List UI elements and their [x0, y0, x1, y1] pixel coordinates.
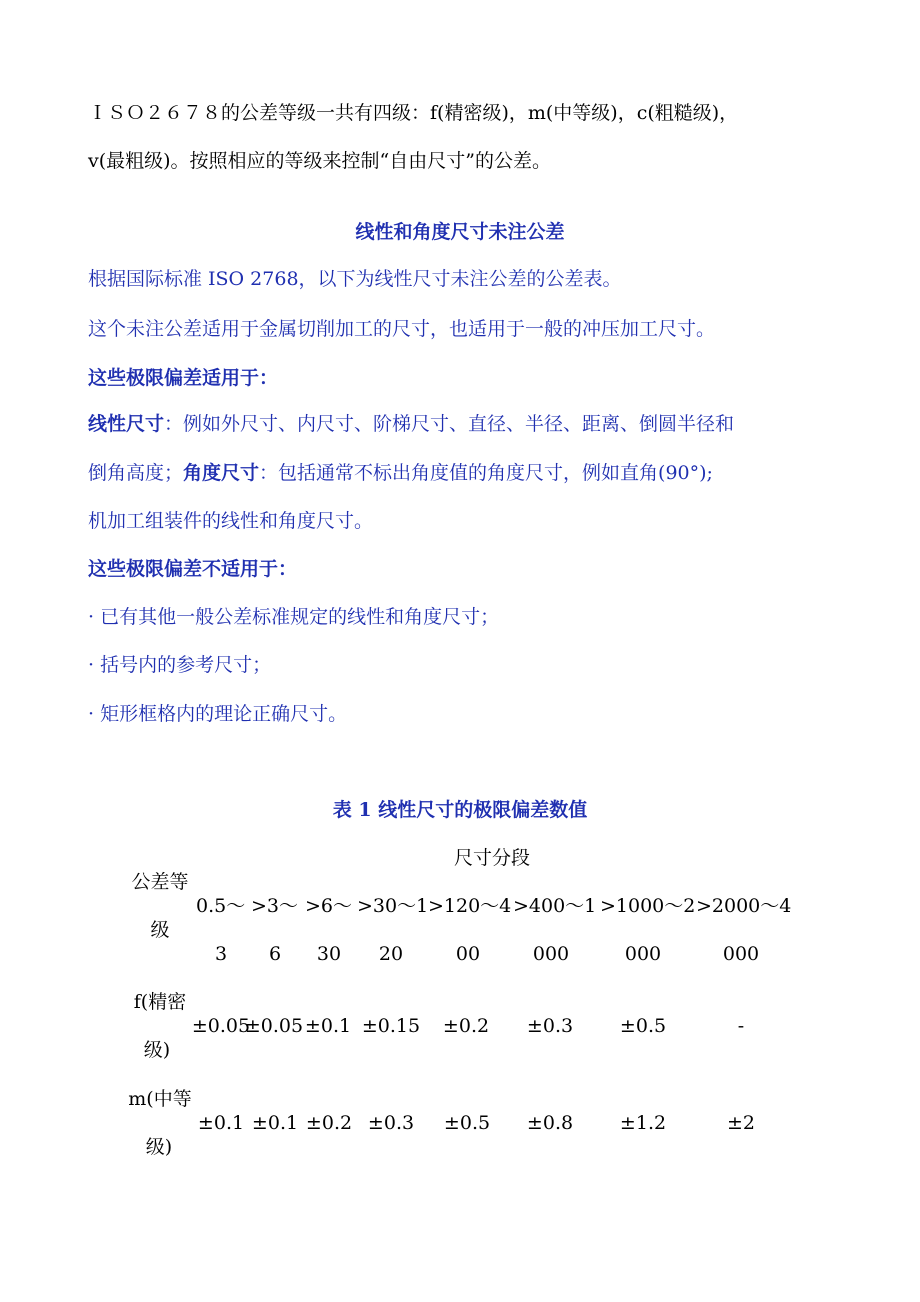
table-cell: ±0.1 [304, 1015, 352, 1037]
not-applies-item: · 括号内的参考尺寸； [88, 654, 272, 676]
table-cell: - [737, 1015, 745, 1037]
range-header-bottom: 6 [268, 943, 282, 965]
range-header-top: >400～1 [513, 895, 597, 917]
table-cell: ±2 [726, 1112, 756, 1134]
linear-dimension-text: ：例如外尺寸、内尺寸、阶梯尺寸、直径、半径、距离、倒圆半径和 [164, 413, 735, 435]
table-cell: ±0.1 [197, 1112, 245, 1134]
table-cell: ±0.1 [251, 1112, 299, 1134]
range-header-top: 0.5～ [196, 895, 246, 917]
angle-dimension-text: ：包括通常不标出角度值的角度尺寸，例如直角(90°); [259, 462, 713, 484]
table-cell: ±0.2 [305, 1112, 353, 1134]
grade-header-line-2: 级 [150, 919, 170, 941]
row-grade-m-line-2: 级) [145, 1136, 173, 1158]
intro-line-2: v(最粗级)。按照相应的等级来控制“自由尺寸”的公差。 [88, 150, 551, 172]
table-cell: ±0.8 [526, 1112, 574, 1134]
table-cell: ±0.05 [244, 1015, 304, 1037]
range-header-bottom: 000 [722, 943, 760, 965]
range-header-top: >1000～2 [600, 895, 696, 917]
range-header-bottom: 00 [455, 943, 481, 965]
paragraph-1: 根据国际标准 ISO 2768，以下为线性尺寸未注公差的公差表。 [88, 268, 622, 290]
table-title: 表 1 线性尺寸的极限偏差数值 [332, 799, 588, 821]
range-header-bottom: 000 [624, 943, 662, 965]
table-cell: ±0.3 [367, 1112, 415, 1134]
applies-line-1 [88, 411, 734, 437]
applies-heading: 这些极限偏差适用于： [88, 367, 279, 389]
table-cell: ±1.2 [619, 1112, 667, 1134]
range-header-bottom: 30 [316, 943, 342, 965]
range-header-top: >3～ [251, 895, 299, 917]
row-grade-f-line-2: 级) [143, 1039, 171, 1061]
table-cell: ±0.5 [443, 1112, 491, 1134]
range-header-bottom: 3 [214, 943, 228, 965]
row-grade-f-line-1: f(精密 [133, 991, 187, 1013]
range-header-top: >2000～4 [696, 895, 792, 917]
linear-dimension-label: 线性尺寸 [88, 413, 165, 435]
table-cell: ±0.3 [526, 1015, 574, 1037]
applies-line-2 [88, 460, 713, 486]
range-header-top: >6～ [305, 895, 353, 917]
applies-line-3: 机加工组装件的线性和角度尺寸。 [88, 510, 374, 532]
row-grade-m-line-1: m(中等 [128, 1088, 192, 1110]
range-header-top: >30～1 [357, 895, 429, 917]
range-header-bottom: 20 [378, 943, 404, 965]
chamfer-height-text: 倒角高度； [88, 462, 184, 484]
section-title: 线性和角度尺寸未注公差 [355, 221, 565, 243]
not-applies-heading: 这些极限偏差不适用于： [88, 558, 298, 580]
not-applies-item: · 已有其他一般公差标准规定的线性和角度尺寸； [88, 606, 500, 628]
range-header-top: >120～4 [428, 895, 512, 917]
table-cell: ±0.05 [191, 1015, 251, 1037]
grade-header-line-1: 公差等 [131, 871, 189, 893]
intro-line-1: ＩＳＯ２６７８的公差等级一共有四级：f(精密级)，m(中等级)，c(粗糙级)， [88, 102, 739, 124]
paragraph-2: 这个未注公差适用于金属切削加工的尺寸，也适用于一般的冲压加工尺寸。 [88, 318, 716, 340]
table-cell: ±0.5 [619, 1015, 667, 1037]
not-applies-item: · 矩形框格内的理论正确尺寸。 [88, 703, 348, 725]
angle-dimension-label: 角度尺寸 [183, 462, 260, 484]
table-cell: ±0.15 [361, 1015, 421, 1037]
size-range-header: 尺寸分段 [453, 847, 531, 869]
range-header-bottom: 000 [532, 943, 570, 965]
table-cell: ±0.2 [442, 1015, 490, 1037]
